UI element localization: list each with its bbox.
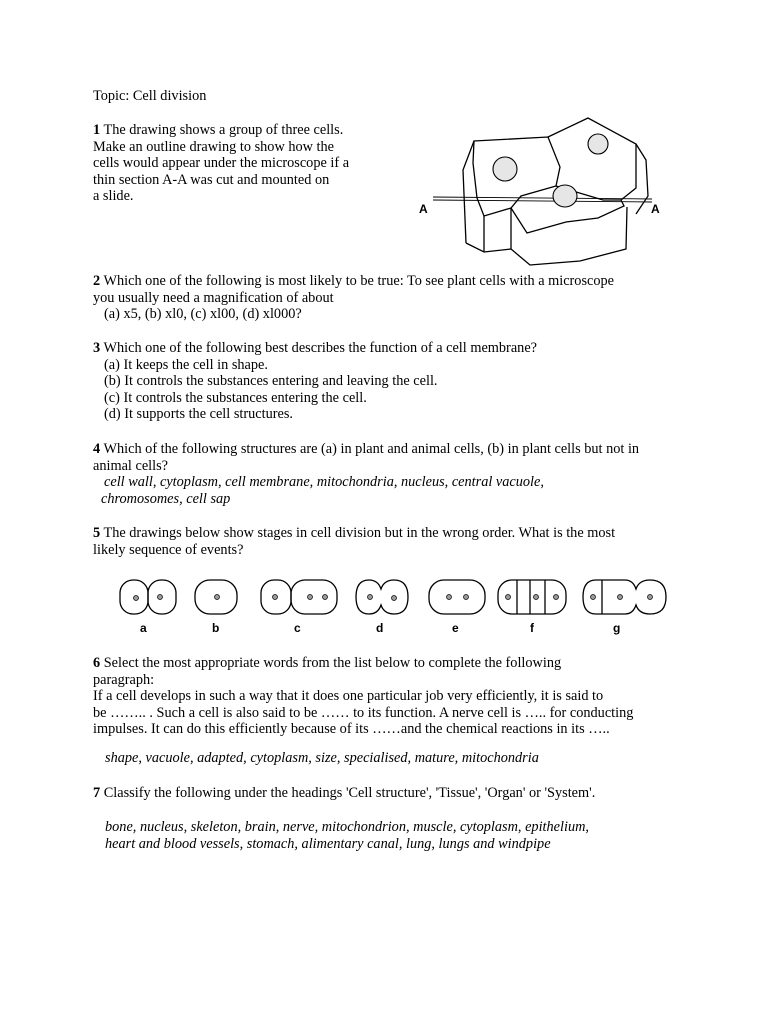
question-text-line: Which one of the following best describes the function of a cell membrane? <box>103 340 538 356</box>
answer-option: (a) It keeps the cell in shape. <box>104 356 268 373</box>
answer-options: (a) x5, (b) xl0, (c) xl00, (d) xl000? <box>104 306 302 323</box>
answer-option: (b) It controls the substances entering and leaving the cell. <box>104 373 438 390</box>
question-text-line: thin section A-A was cut and mounted on <box>93 171 330 188</box>
cell-outline <box>636 144 648 214</box>
question-7 <box>93 785 733 802</box>
question-number: 4 <box>93 441 101 457</box>
question-3 <box>93 340 733 423</box>
question-text-line: Which of the following structures are (a) in plant and animal cells, (b) in plant cells but not in <box>103 441 640 457</box>
section-line <box>433 200 652 202</box>
cell-outline <box>511 200 624 233</box>
cell-outline <box>466 243 511 252</box>
question-number: 1 <box>93 122 101 138</box>
stage-label: e <box>452 621 459 635</box>
question-5 <box>93 525 733 558</box>
section-label-left: A <box>419 202 428 216</box>
question-text-line: likely sequence of events? <box>93 541 244 558</box>
question-text-line: you usually need a magnification of about <box>93 289 334 306</box>
classification-list-line: heart and blood vessels, stomach, alimentary canal, lung, lungs and windpipe <box>105 835 551 852</box>
question-text-line: Classify the following under the headings 'Cell structure', 'Tissue', 'Organ' or 'System'. <box>103 785 596 801</box>
stage-label: b <box>212 621 220 635</box>
question-text-line: The drawings below show stages in cell division but in the wrong order. What is the most <box>103 525 616 541</box>
cell-outline <box>473 137 560 216</box>
answer-option: (c) It controls the substances entering the cell. <box>104 389 367 406</box>
paragraph-line: impulses. It can do this efficiently because of its ……and the chemical reactions in its ….. <box>93 721 610 738</box>
section-label-right: A <box>651 202 660 216</box>
question-number: 5 <box>93 525 101 541</box>
stage-b-drawing <box>195 580 237 614</box>
structure-list: chromosomes, cell sap <box>101 490 231 507</box>
paragraph-line: be …….. . Such a cell is also said to be …… to its function. A nerve cell is ….. for conducting <box>93 704 634 721</box>
question-text-line: paragraph: <box>93 671 155 688</box>
question-text-line: cells would appear under the microscope if a <box>93 155 350 172</box>
question-text-line: a slide. <box>93 188 134 205</box>
structure-list: cell wall, cytoplasm, cell membrane, mitochondria, nucleus, central vacuole, <box>104 474 544 491</box>
nucleus <box>553 185 577 207</box>
cell-outline <box>463 141 474 243</box>
section-line <box>433 197 652 199</box>
classification-list <box>105 819 725 852</box>
question-6 <box>93 655 733 738</box>
page-title: Topic: Cell division <box>93 88 207 104</box>
question-2 <box>93 273 733 323</box>
stage-g-drawing <box>583 580 666 614</box>
stage-label: d <box>376 621 384 635</box>
paragraph-line: If a cell develops in such a way that it does one particular job very efficiently, it is said to <box>93 688 604 705</box>
stage-a-drawing <box>120 580 176 614</box>
question-number: 7 <box>93 785 101 801</box>
stage-label: g <box>613 621 621 635</box>
nucleus <box>493 157 517 181</box>
question-text-line: The drawing shows a group of three cells. <box>103 122 344 138</box>
word-list: shape, vacuole, adapted, cytoplasm, size, specialised, mature, mitochondria <box>105 750 539 766</box>
stage-label: a <box>140 621 147 635</box>
nucleus <box>588 134 608 154</box>
question-1 <box>93 122 393 205</box>
cell-outline <box>511 207 627 265</box>
stage-d-drawing <box>356 580 408 614</box>
question-text-line: Select the most appropriate words from the list below to complete the following <box>103 655 562 671</box>
stage-label: c <box>294 621 301 635</box>
stage-c-drawing <box>261 580 337 614</box>
stage-e-drawing <box>429 580 485 614</box>
question-number: 2 <box>93 273 101 289</box>
question-number: 3 <box>93 340 101 356</box>
question-4 <box>93 441 733 507</box>
question-number: 6 <box>93 655 101 671</box>
question-text-line: Make an outline drawing to show how the <box>93 138 335 155</box>
answer-option: (d) It supports the cell structures. <box>104 406 293 423</box>
question-text-line: Which one of the following is most likely to be true: To see plant cells with a microscope <box>103 273 615 289</box>
stage-f-drawing <box>498 580 566 614</box>
question-text-line: animal cells? <box>93 457 169 474</box>
cell-outline <box>548 118 636 200</box>
stage-label: f <box>530 621 534 635</box>
classification-list-line: bone, nucleus, skeleton, brain, nerve, mitochondrion, muscle, cytoplasm, epithelium, <box>105 819 590 835</box>
